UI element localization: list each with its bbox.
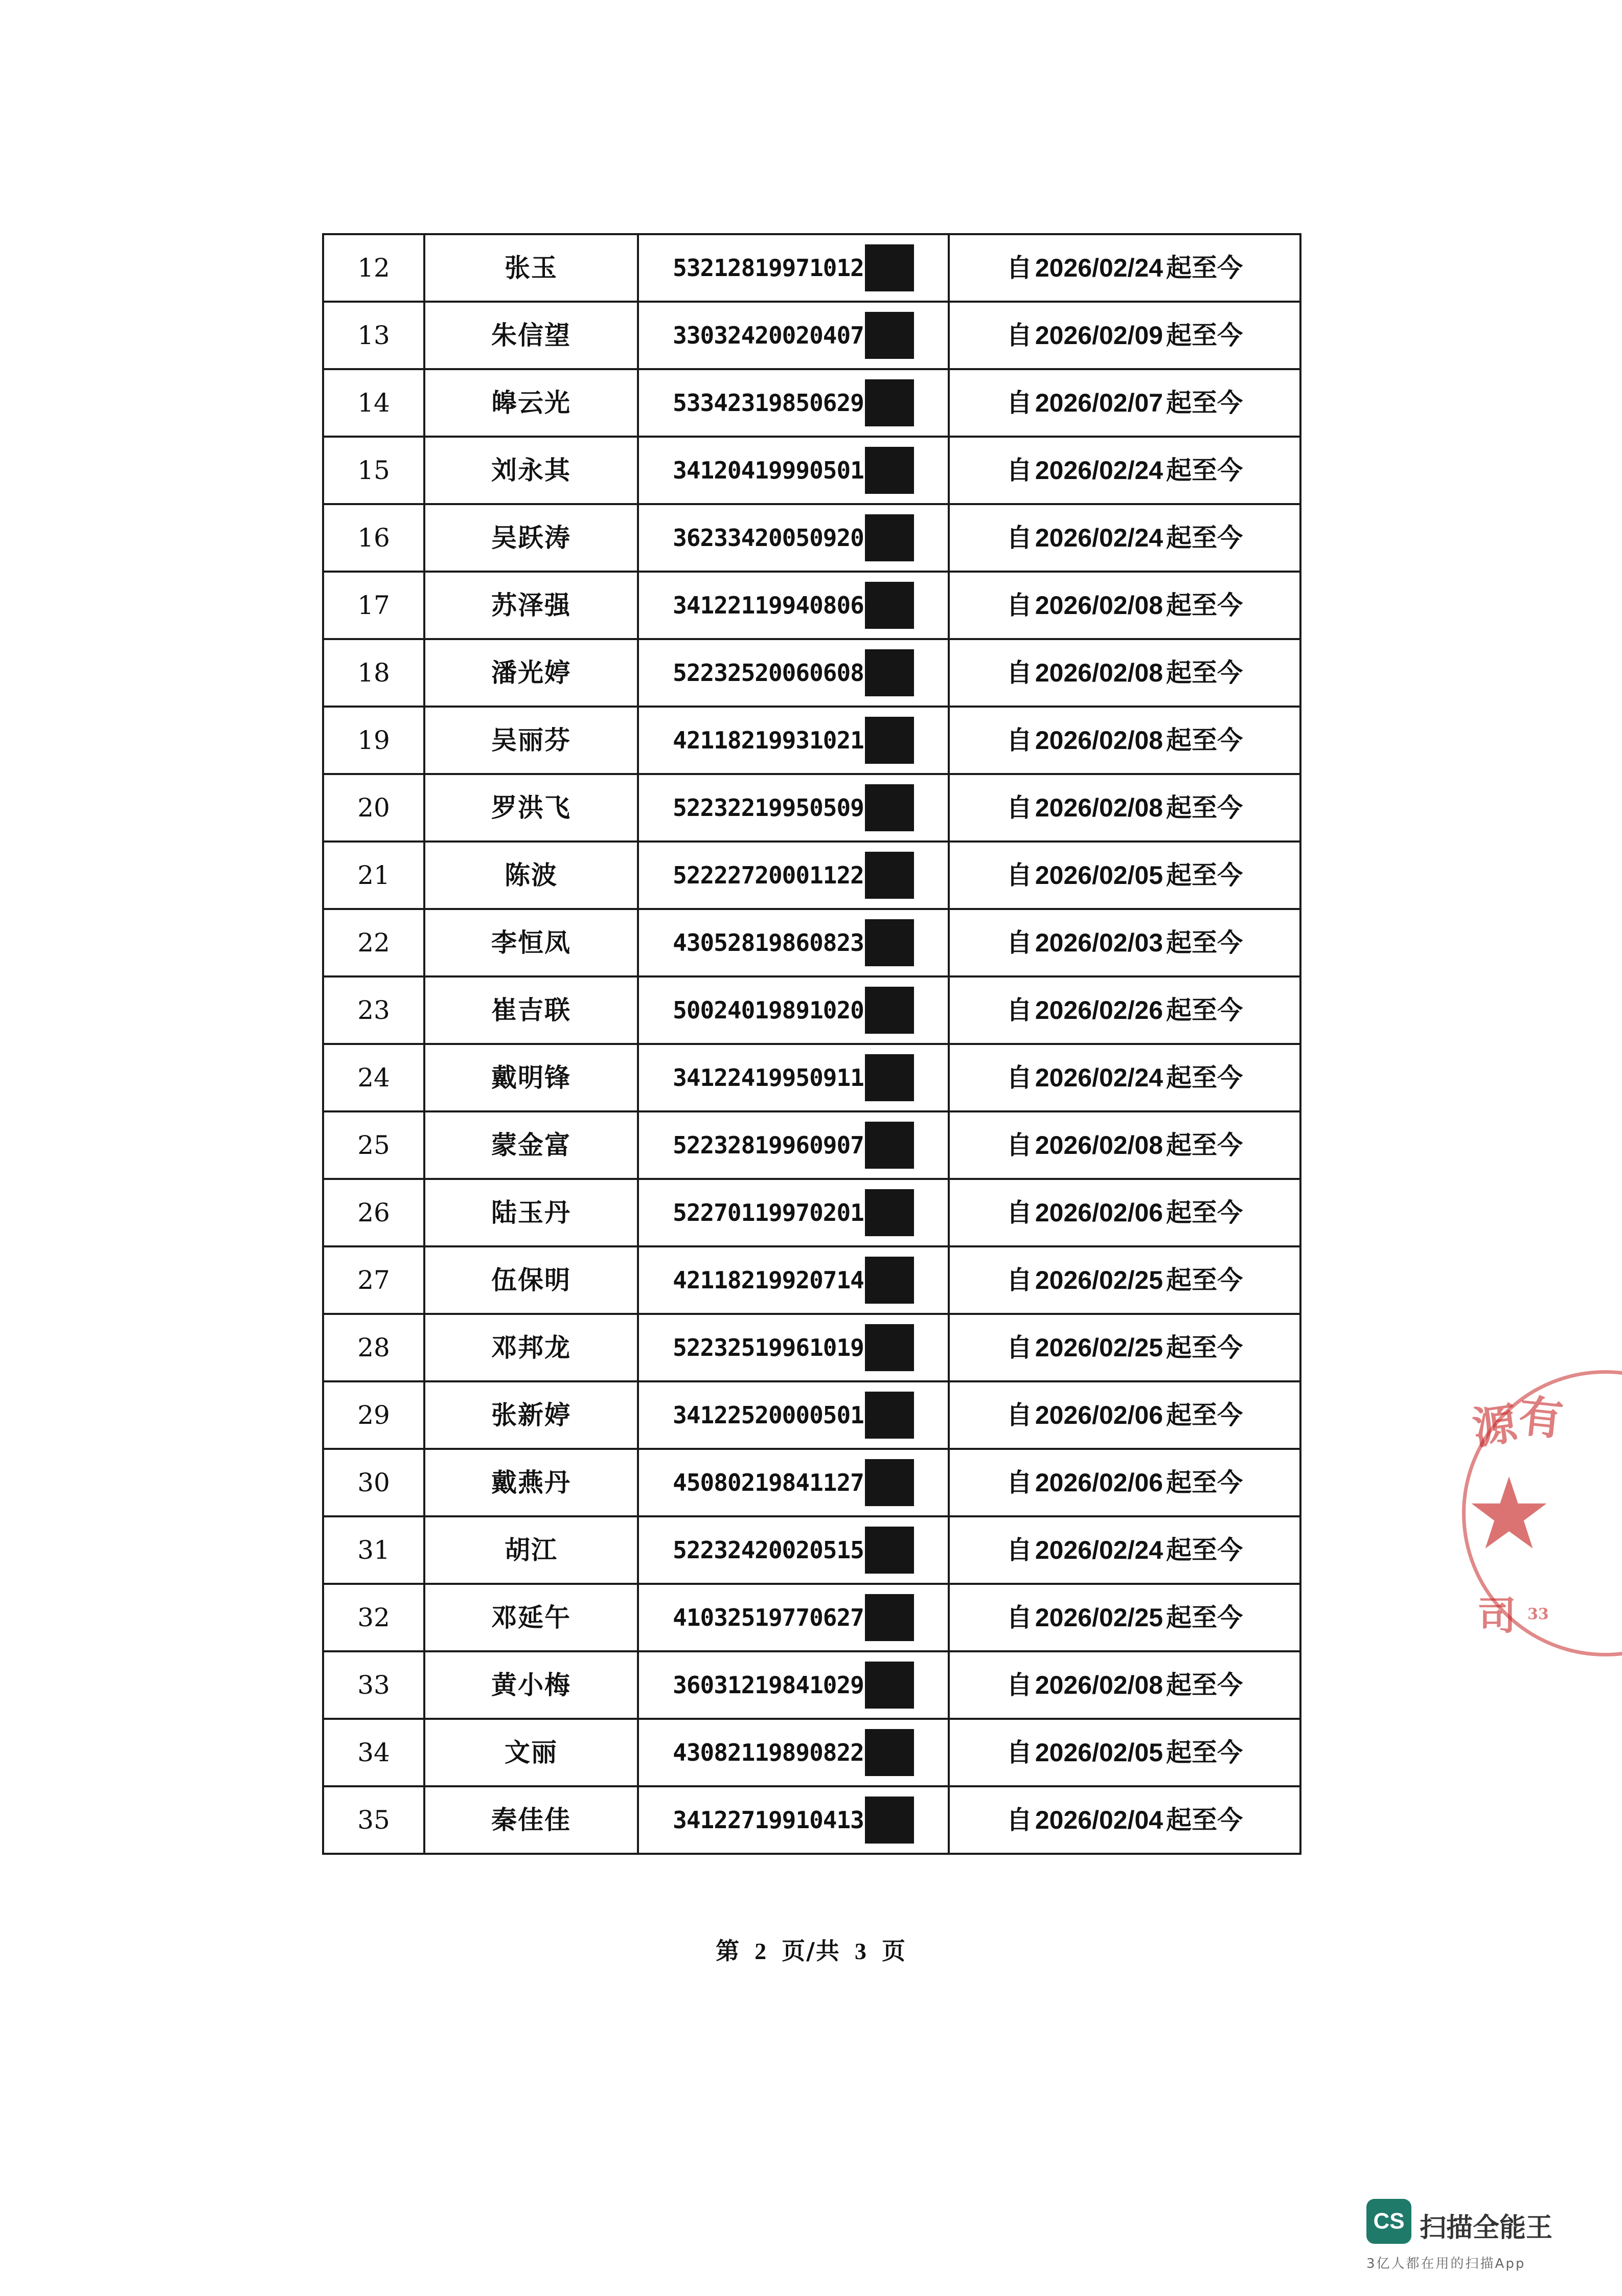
employment-period	[949, 707, 1300, 774]
redaction-block	[865, 1662, 914, 1709]
table-row	[323, 909, 1300, 976]
person-name: 朱信望	[424, 302, 638, 369]
id-number-visible: 42118219920714	[673, 1266, 864, 1294]
watermark-subtitle: 3亿人都在用的扫描App	[1366, 2256, 1526, 2271]
row-number: 14	[323, 369, 424, 437]
id-number-visible: 36233420050920	[673, 524, 864, 552]
start-date: 2026/02/06	[1035, 1401, 1163, 1429]
period-suffix: 起至今	[1166, 388, 1243, 418]
page-footer	[0, 1933, 1622, 1966]
table-row	[323, 842, 1300, 909]
id-number-visible: 52222720001122	[673, 861, 864, 889]
id-number-wrap	[673, 1257, 914, 1304]
seal-char-2: 有	[1516, 1390, 1566, 1446]
row-number: 29	[323, 1381, 424, 1449]
period-prefix: 自	[1006, 455, 1032, 485]
start-date: 2026/02/08	[1035, 591, 1163, 620]
row-number: 31	[323, 1516, 424, 1584]
id-number-wrap	[673, 1054, 914, 1101]
employment-period	[949, 369, 1300, 437]
start-date: 2026/02/05	[1035, 1738, 1163, 1767]
id-number-wrap	[673, 1527, 914, 1574]
id-number-cell	[638, 1651, 949, 1719]
period-prefix: 自	[1006, 590, 1032, 620]
employment-period	[949, 1651, 1300, 1719]
id-number-cell	[638, 909, 949, 976]
person-name: 陈波	[424, 842, 638, 909]
employment-period	[949, 1314, 1300, 1381]
period-suffix: 起至今	[1166, 1130, 1243, 1160]
start-date: 2026/02/24	[1035, 254, 1163, 282]
person-name: 罗洪飞	[424, 774, 638, 842]
period-suffix: 起至今	[1166, 320, 1243, 350]
period-suffix: 起至今	[1166, 927, 1243, 958]
start-date: 2026/02/24	[1035, 456, 1163, 485]
watermark-title: 扫描全能王	[1420, 2213, 1553, 2243]
start-date: 2026/02/04	[1035, 1806, 1163, 1834]
redaction-block	[865, 1459, 914, 1506]
period-suffix: 起至今	[1166, 1602, 1243, 1632]
period-prefix: 自	[1006, 1062, 1032, 1093]
period-suffix: 起至今	[1166, 1197, 1243, 1227]
id-number-cell	[638, 234, 949, 302]
table-row	[323, 234, 1300, 302]
id-number-visible: 52232519961019	[673, 1334, 864, 1361]
id-number-cell	[638, 707, 949, 774]
start-date: 2026/02/08	[1035, 1131, 1163, 1160]
id-number-cell	[638, 504, 949, 572]
row-number: 35	[323, 1786, 424, 1854]
table-row	[323, 437, 1300, 504]
period-prefix: 自	[1006, 1670, 1032, 1700]
id-number-cell	[638, 639, 949, 707]
id-number-cell	[638, 976, 949, 1044]
table-row	[323, 1584, 1300, 1651]
id-number-cell	[638, 1449, 949, 1516]
row-number: 30	[323, 1449, 424, 1516]
camscanner-logo-icon: CS	[1366, 2199, 1411, 2244]
redaction-block	[865, 514, 914, 561]
start-date: 2026/02/03	[1035, 928, 1163, 957]
id-number-wrap	[673, 1459, 914, 1506]
period-suffix: 起至今	[1166, 1737, 1243, 1767]
id-number-visible: 52232219950509	[673, 794, 864, 822]
period-suffix: 起至今	[1166, 860, 1243, 890]
id-number-cell	[638, 302, 949, 369]
id-number-visible: 50024019891020	[673, 996, 864, 1024]
start-date: 2026/02/25	[1035, 1266, 1163, 1294]
person-name: 皞云光	[424, 369, 638, 437]
seal-small-number: 33	[1527, 1605, 1549, 1623]
person-name: 文丽	[424, 1719, 638, 1786]
employment-period	[949, 1786, 1300, 1854]
employment-period	[949, 504, 1300, 572]
table-row	[323, 572, 1300, 639]
table-row	[323, 369, 1300, 437]
redaction-block	[865, 1122, 914, 1169]
person-name: 吴跃涛	[424, 504, 638, 572]
start-date: 2026/02/08	[1035, 1671, 1163, 1699]
id-number-visible: 43052819860823	[673, 929, 864, 957]
row-number: 23	[323, 976, 424, 1044]
row-number: 12	[323, 234, 424, 302]
start-date: 2026/02/26	[1035, 996, 1163, 1025]
row-number: 15	[323, 437, 424, 504]
table-row	[323, 302, 1300, 369]
table-row	[323, 1651, 1300, 1719]
table-row	[323, 1381, 1300, 1449]
redaction-block	[865, 1729, 914, 1776]
row-number: 32	[323, 1584, 424, 1651]
id-number-visible: 34122419950911	[673, 1064, 864, 1092]
period-prefix: 自	[1006, 1130, 1032, 1160]
employment-period	[949, 302, 1300, 369]
id-number-cell	[638, 774, 949, 842]
start-date: 2026/02/25	[1035, 1603, 1163, 1632]
person-name: 潘光婷	[424, 639, 638, 707]
redaction-block	[865, 717, 914, 764]
redaction-block	[865, 1527, 914, 1574]
employment-period	[949, 1044, 1300, 1111]
employment-period	[949, 774, 1300, 842]
id-number-wrap	[673, 514, 914, 561]
employment-period	[949, 976, 1300, 1044]
id-number-visible: 34120419990501	[673, 457, 864, 484]
row-number: 13	[323, 302, 424, 369]
period-prefix: 自	[1006, 927, 1032, 958]
row-number: 34	[323, 1719, 424, 1786]
period-prefix: 自	[1006, 1332, 1032, 1362]
start-date: 2026/02/08	[1035, 658, 1163, 687]
redaction-block	[865, 1189, 914, 1236]
id-number-wrap	[673, 987, 914, 1034]
row-number: 28	[323, 1314, 424, 1381]
employment-period	[949, 1246, 1300, 1314]
id-number-visible: 43082119890822	[673, 1739, 864, 1766]
row-number: 17	[323, 572, 424, 639]
period-prefix: 自	[1006, 1805, 1032, 1835]
table-row	[323, 1314, 1300, 1381]
id-number-wrap	[673, 1662, 914, 1709]
period-prefix: 自	[1006, 522, 1032, 553]
id-number-cell	[638, 1044, 949, 1111]
period-suffix: 起至今	[1166, 522, 1243, 553]
table-row	[323, 1179, 1300, 1246]
employment-period	[949, 1584, 1300, 1651]
start-date: 2026/02/25	[1035, 1333, 1163, 1362]
start-date: 2026/02/08	[1035, 726, 1163, 755]
id-number-wrap	[673, 447, 914, 494]
person-name: 张玉	[424, 234, 638, 302]
redaction-block	[865, 1324, 914, 1371]
redaction-block	[865, 1594, 914, 1641]
start-date: 2026/02/08	[1035, 793, 1163, 822]
id-number-wrap	[673, 1797, 914, 1844]
period-prefix: 自	[1006, 1535, 1032, 1565]
employment-period	[949, 909, 1300, 976]
person-name: 陆玉丹	[424, 1179, 638, 1246]
period-prefix: 自	[1006, 1737, 1032, 1767]
row-number: 27	[323, 1246, 424, 1314]
id-number-visible: 52232520060608	[673, 659, 864, 687]
seal-char-1: 源	[1469, 1397, 1520, 1455]
person-name: 戴明锋	[424, 1044, 638, 1111]
redaction-block	[865, 447, 914, 494]
id-number-visible: 45080219841127	[673, 1469, 864, 1496]
personnel-table-body	[323, 234, 1300, 1854]
start-date: 2026/02/06	[1035, 1468, 1163, 1497]
period-prefix: 自	[1006, 320, 1032, 350]
start-date: 2026/02/24	[1035, 1536, 1163, 1564]
id-number-wrap	[673, 379, 914, 426]
table-row	[323, 774, 1300, 842]
person-name: 胡江	[424, 1516, 638, 1584]
employment-period	[949, 842, 1300, 909]
period-suffix: 起至今	[1166, 725, 1243, 755]
footer-suffix: 页	[881, 1937, 906, 1965]
person-name: 李恒凤	[424, 909, 638, 976]
id-number-visible: 41032519770627	[673, 1604, 864, 1631]
period-suffix: 起至今	[1166, 1467, 1243, 1497]
table-row	[323, 1719, 1300, 1786]
id-number-wrap	[673, 244, 914, 291]
id-number-wrap	[673, 1189, 914, 1236]
id-number-visible: 34122719910413	[673, 1806, 864, 1834]
period-prefix: 自	[1006, 1467, 1032, 1497]
table-row	[323, 1246, 1300, 1314]
redaction-block	[865, 312, 914, 359]
employment-period	[949, 234, 1300, 302]
redaction-block	[865, 379, 914, 426]
period-prefix: 自	[1006, 1197, 1032, 1227]
employment-period	[949, 639, 1300, 707]
period-suffix: 起至今	[1166, 995, 1243, 1025]
id-number-visible: 34122520000501	[673, 1401, 864, 1429]
table-row	[323, 1044, 1300, 1111]
id-number-cell	[638, 1246, 949, 1314]
redaction-block	[865, 1797, 914, 1844]
row-number: 22	[323, 909, 424, 976]
id-number-visible: 33032420020407	[673, 322, 864, 349]
employment-period	[949, 437, 1300, 504]
employment-period	[949, 1179, 1300, 1246]
row-number: 16	[323, 504, 424, 572]
employment-period	[949, 1516, 1300, 1584]
id-number-cell	[638, 1179, 949, 1246]
id-number-wrap	[673, 1122, 914, 1169]
id-number-visible: 52232420020515	[673, 1536, 864, 1564]
redaction-block	[865, 582, 914, 629]
period-suffix: 起至今	[1166, 455, 1243, 485]
id-number-visible: 52270119970201	[673, 1199, 864, 1226]
period-suffix: 起至今	[1166, 590, 1243, 620]
period-prefix: 自	[1006, 995, 1032, 1025]
id-number-cell	[638, 1516, 949, 1584]
id-number-wrap	[673, 1594, 914, 1641]
id-number-wrap	[673, 649, 914, 696]
person-name: 张新婷	[424, 1381, 638, 1449]
person-name: 黄小梅	[424, 1651, 638, 1719]
period-suffix: 起至今	[1166, 1265, 1243, 1295]
id-number-cell	[638, 842, 949, 909]
id-number-wrap	[673, 784, 914, 831]
id-number-cell	[638, 369, 949, 437]
start-date: 2026/02/09	[1035, 321, 1163, 350]
start-date: 2026/02/07	[1035, 389, 1163, 417]
id-number-visible: 53212819971012	[673, 254, 864, 282]
id-number-wrap	[673, 852, 914, 899]
period-suffix: 起至今	[1166, 1062, 1243, 1093]
employment-period	[949, 572, 1300, 639]
row-number: 24	[323, 1044, 424, 1111]
person-name: 刘永其	[424, 437, 638, 504]
person-name: 伍保明	[424, 1246, 638, 1314]
id-number-wrap	[673, 919, 914, 966]
table-row	[323, 1111, 1300, 1179]
id-number-cell	[638, 1719, 949, 1786]
id-number-wrap	[673, 582, 914, 629]
id-number-cell	[638, 1381, 949, 1449]
period-suffix: 起至今	[1166, 1400, 1243, 1430]
row-number: 26	[323, 1179, 424, 1246]
row-number: 19	[323, 707, 424, 774]
id-number-visible: 52232819960907	[673, 1131, 864, 1159]
person-name: 苏泽强	[424, 572, 638, 639]
table-row	[323, 1449, 1300, 1516]
redaction-block	[865, 987, 914, 1034]
row-number: 20	[323, 774, 424, 842]
footer-prefix: 第	[716, 1937, 741, 1965]
start-date: 2026/02/24	[1035, 1063, 1163, 1092]
id-number-cell	[638, 1786, 949, 1854]
period-prefix: 自	[1006, 725, 1032, 755]
person-name: 邓延午	[424, 1584, 638, 1651]
redaction-block	[865, 784, 914, 831]
redaction-block	[865, 1392, 914, 1439]
period-suffix: 起至今	[1166, 657, 1243, 688]
id-number-visible: 53342319850629	[673, 389, 864, 417]
table-row	[323, 504, 1300, 572]
period-prefix: 自	[1006, 657, 1032, 688]
period-prefix: 自	[1006, 1400, 1032, 1430]
period-prefix: 自	[1006, 792, 1032, 823]
red-seal-fragment	[1462, 1370, 1622, 1667]
period-suffix: 起至今	[1166, 1332, 1243, 1362]
row-number: 33	[323, 1651, 424, 1719]
row-number: 25	[323, 1111, 424, 1179]
id-number-cell	[638, 1314, 949, 1381]
period-suffix: 起至今	[1166, 1535, 1243, 1565]
start-date: 2026/02/05	[1035, 861, 1163, 890]
footer-total-pages: 3	[854, 1938, 867, 1964]
period-suffix: 起至今	[1166, 1670, 1243, 1700]
redaction-block	[865, 649, 914, 696]
id-number-wrap	[673, 1729, 914, 1776]
table-row	[323, 639, 1300, 707]
table-row	[323, 707, 1300, 774]
table-row	[323, 1786, 1300, 1854]
id-number-wrap	[673, 717, 914, 764]
redaction-block	[865, 1257, 914, 1304]
seal-char-3: 司	[1477, 1593, 1516, 1639]
period-prefix: 自	[1006, 388, 1032, 418]
period-prefix: 自	[1006, 253, 1032, 283]
period-suffix: 起至今	[1166, 1805, 1243, 1835]
id-number-cell	[638, 1111, 949, 1179]
id-number-visible: 36031219841029	[673, 1671, 864, 1699]
start-date: 2026/02/24	[1035, 524, 1163, 552]
id-number-visible: 34122119940806	[673, 592, 864, 619]
employment-period	[949, 1111, 1300, 1179]
employment-period	[949, 1449, 1300, 1516]
personnel-table	[322, 233, 1301, 1855]
person-name: 吴丽芬	[424, 707, 638, 774]
person-name: 崔吉联	[424, 976, 638, 1044]
period-suffix: 起至今	[1166, 792, 1243, 823]
row-number: 21	[323, 842, 424, 909]
id-number-cell	[638, 437, 949, 504]
table-row	[323, 976, 1300, 1044]
person-name: 蒙金富	[424, 1111, 638, 1179]
redaction-block	[865, 1054, 914, 1101]
start-date: 2026/02/06	[1035, 1198, 1163, 1227]
id-number-wrap	[673, 312, 914, 359]
id-number-wrap	[673, 1324, 914, 1371]
id-number-wrap	[673, 1392, 914, 1439]
redaction-block	[865, 244, 914, 291]
footer-middle: 页/共	[782, 1937, 840, 1965]
footer-page-number: 2	[755, 1938, 768, 1964]
period-suffix: 起至今	[1166, 253, 1243, 283]
employment-period	[949, 1381, 1300, 1449]
person-name: 戴燕丹	[424, 1449, 638, 1516]
table-row	[323, 1516, 1300, 1584]
period-prefix: 自	[1006, 860, 1032, 890]
id-number-visible: 42118219931021	[673, 726, 864, 754]
period-prefix: 自	[1006, 1602, 1032, 1632]
id-number-cell	[638, 1584, 949, 1651]
person-name: 邓邦龙	[424, 1314, 638, 1381]
person-name: 秦佳佳	[424, 1786, 638, 1854]
period-prefix: 自	[1006, 1265, 1032, 1295]
redaction-block	[865, 919, 914, 966]
star-icon	[1468, 1472, 1550, 1554]
employment-period	[949, 1719, 1300, 1786]
row-number: 18	[323, 639, 424, 707]
id-number-cell	[638, 572, 949, 639]
redaction-block	[865, 852, 914, 899]
scanner-watermark	[1366, 2199, 1591, 2276]
